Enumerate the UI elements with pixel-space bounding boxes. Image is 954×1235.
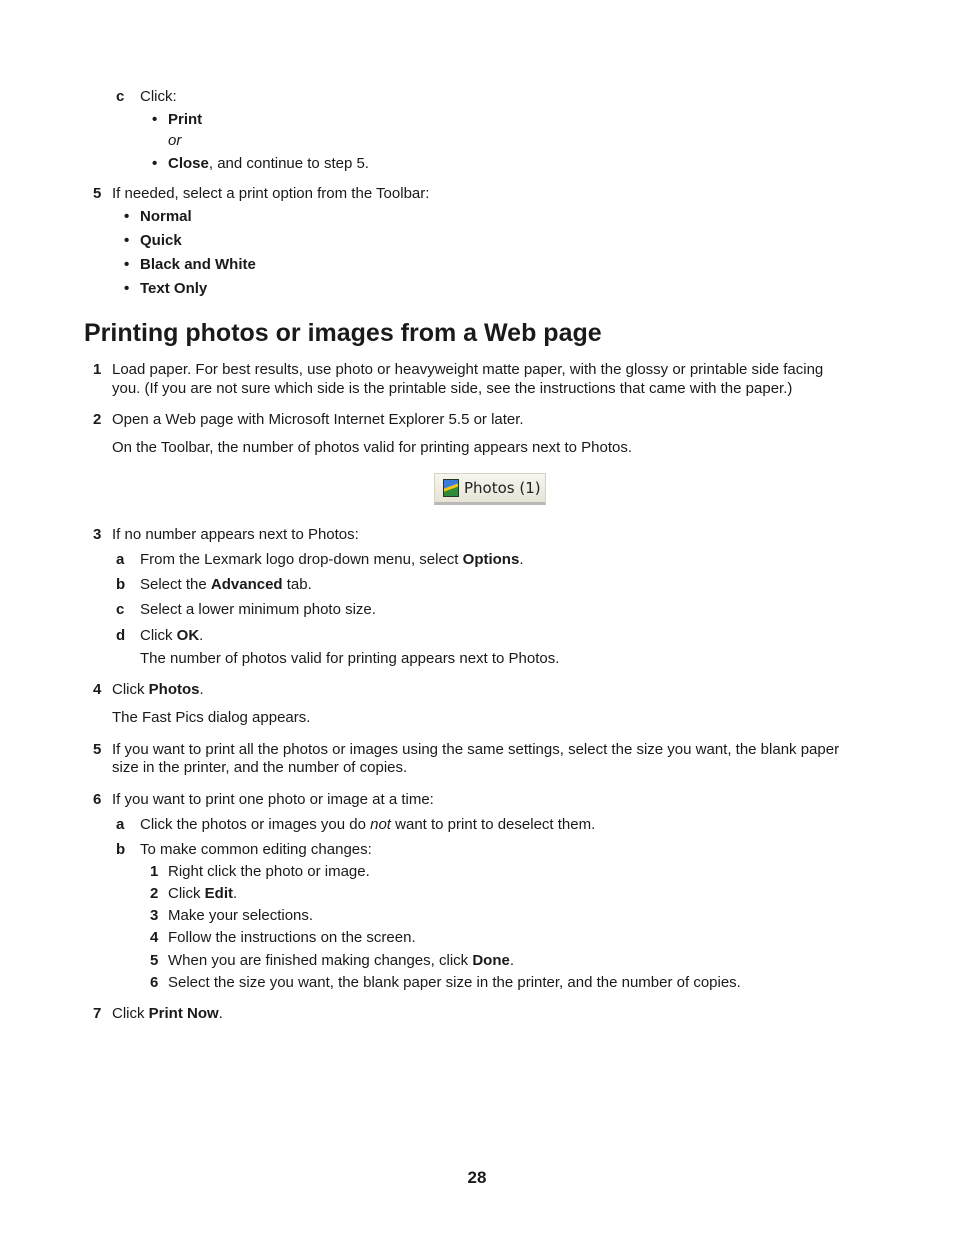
step-letter: a [116,816,125,833]
substep-text: When you are finished making changes, click Done. [168,952,514,969]
step-text: Click OK. [140,627,204,644]
photos-toolbar-button [434,473,546,505]
step-number: 4 [93,681,102,698]
step-text: Select the Advanced tab. [140,576,312,593]
substep-number: 1 [150,863,159,880]
option-close: Close, and continue to step 5. [168,155,369,172]
photos-button-label: Photos (1) [464,479,541,497]
substep-number: 4 [150,929,159,946]
step-text: If you want to print all the photos or images using the same settings, select the size you want, the blank paper [112,741,840,758]
substep-text: Select the size you want, the blank paper size in the printer, and the number of copies. [168,974,741,991]
step-text: Click the photos or images you do not want to print to deselect them. [140,816,596,833]
bullet: • [152,155,158,172]
step-number: 6 [93,791,102,808]
step-text: Select a lower minimum photo size. [140,601,376,618]
step-text: If no number appears next to Photos: [112,526,359,543]
option-black-and-white: Black and White [140,256,256,273]
step-text: Load paper. For best results, use photo or heavyweight matte paper, with the glossy or printable side facing [112,361,824,378]
page-number: 28 [467,1168,487,1187]
bullet: • [124,232,130,249]
substep-text: Click Edit. [168,885,238,902]
bullet: • [124,256,130,273]
bullet: • [124,208,130,225]
step-text: Click Photos. [112,681,204,698]
step-note: The number of photos valid for printing appears next to Photos. [140,650,560,667]
step-letter: c [116,601,125,618]
photo-icon [443,479,459,497]
step-text: Click: [140,88,177,105]
substep-number: 3 [150,907,159,924]
bullet: • [124,280,130,297]
step-text: size in the printer, and the number of copies. [112,759,408,776]
step-text: From the Lexmark logo drop-down menu, select Options. [140,551,524,568]
step-text: Open a Web page with Microsoft Internet Explorer 5.5 or later. [112,411,524,428]
step-number: 2 [93,411,102,428]
option-text-only: Text Only [140,280,208,297]
step-letter: b [116,841,126,858]
step-number: 1 [93,361,102,378]
substep-number: 6 [150,974,159,991]
step-text: If you want to print one photo or image at a time: [112,791,434,808]
substep-text: Right click the photo or image. [168,863,370,880]
step-letter-c: c [116,88,125,105]
substep-number: 2 [150,885,159,902]
step-number: 5 [93,741,102,758]
substep-text: Make your selections. [168,907,314,924]
bullet: • [152,111,158,128]
step-text: Click Print Now. [112,1005,223,1022]
step-text: To make common editing changes: [140,841,372,858]
step-number: 5 [93,185,102,202]
step-text: you. (If you are not sure which side is the printable side, see the instructions that came with the paper.) [112,380,793,397]
or-text: or [168,132,182,149]
substep-number: 5 [150,952,159,969]
step-letter: b [116,576,126,593]
option-normal: Normal [140,208,192,225]
step-note: The Fast Pics dialog appears. [112,709,311,726]
step-letter: a [116,551,125,568]
step-number: 3 [93,526,102,543]
option-print: Print [168,111,203,128]
option-quick: Quick [140,232,182,249]
step-note: On the Toolbar, the number of photos valid for printing appears next to Photos. [112,439,633,456]
section-heading: Printing photos or images from a Web page [84,319,602,347]
step-text: If needed, select a print option from the Toolbar: [112,185,430,202]
step-letter: d [116,627,126,644]
step-number: 7 [93,1005,102,1022]
substep-text: Follow the instructions on the screen. [168,929,416,946]
